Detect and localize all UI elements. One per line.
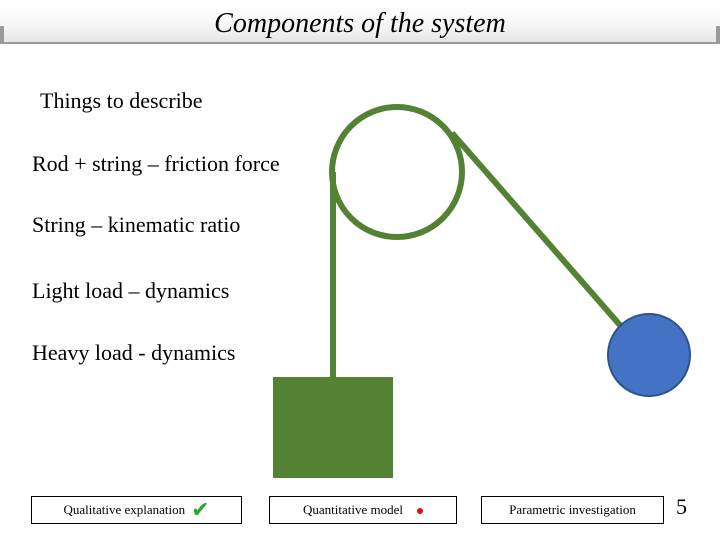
string-right-segment: [452, 133, 626, 332]
things-to-describe-heading: Things to describe: [40, 88, 203, 113]
item-heavy-load: Heavy load - dynamics: [32, 340, 236, 365]
qualitative-explanation-button[interactable]: [31, 496, 242, 524]
quantitative-model-button[interactable]: [269, 496, 457, 524]
parametric-investigation-button[interactable]: [481, 496, 664, 524]
red-dot-icon: [417, 508, 423, 514]
parametric-investigation-label: Parametric investigation: [509, 502, 636, 517]
check-icon: ✔: [191, 498, 210, 524]
item-rod-string: Rod + string – friction force: [32, 151, 280, 176]
quantitative-model-label: Quantitative model: [302, 502, 403, 517]
page-number: 5: [676, 494, 687, 519]
slide-title: Components of the system: [214, 8, 506, 39]
item-string-kinematic: String – kinematic ratio: [32, 212, 241, 237]
qualitative-explanation-label: Qualitative explanation: [63, 502, 186, 517]
heavy-load-block: [273, 377, 393, 478]
light-load-ball: [608, 314, 690, 396]
item-light-load: Light load – dynamics: [32, 278, 230, 303]
